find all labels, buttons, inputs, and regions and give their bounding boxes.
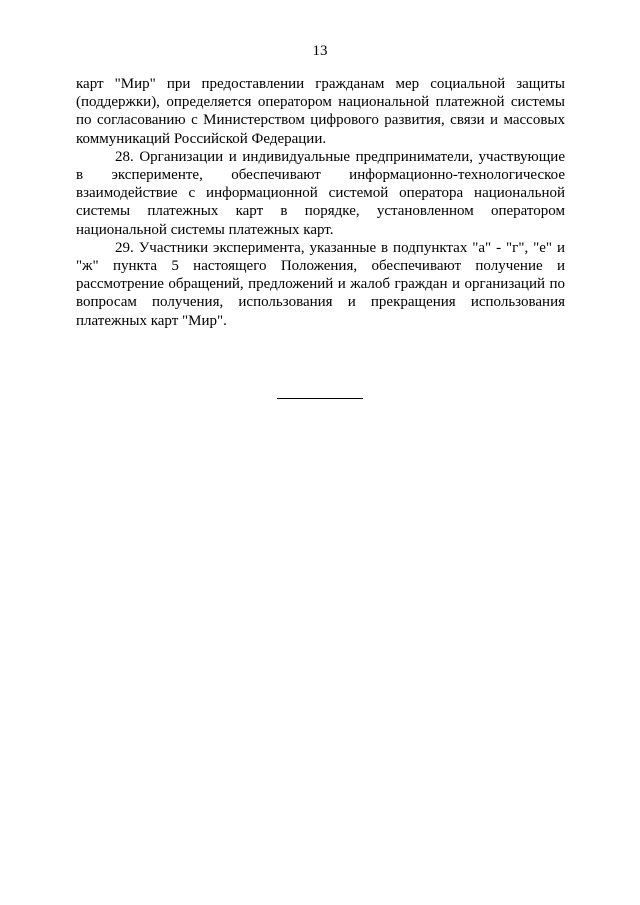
document-body (76, 75, 565, 330)
end-separator-line (277, 398, 363, 399)
page-number: 13 (312, 43, 328, 59)
paragraph-item-28: 28. Организации и индивидуальные предприниматели, участвующие в эксперименте, обеспечивают информационно-технологическое взаимодействие с информационной системой оператора национальной системы платежных карт в порядке, установленном оператором национальной системы платежных карт. (76, 148, 565, 238)
paragraph-item-29: 29. Участники эксперимента, указанные в подпунктах "а" - "г", "е" и "ж" пункта 5 настоящего Положения, обеспечивают получение и рассмотрение обращений, предложений и жалоб граждан и организаций по вопросам получения, использования и прекращения использования платежных карт "Мир". (76, 239, 565, 329)
paragraph-continuation: карт "Мир" при предоставлении гражданам мер социальной защиты (поддержки), определяется оператором национальной платежной системы по согласованию с Министерством цифрового развития, связи и массовых коммуникаций Российской Федерации. (76, 76, 565, 147)
